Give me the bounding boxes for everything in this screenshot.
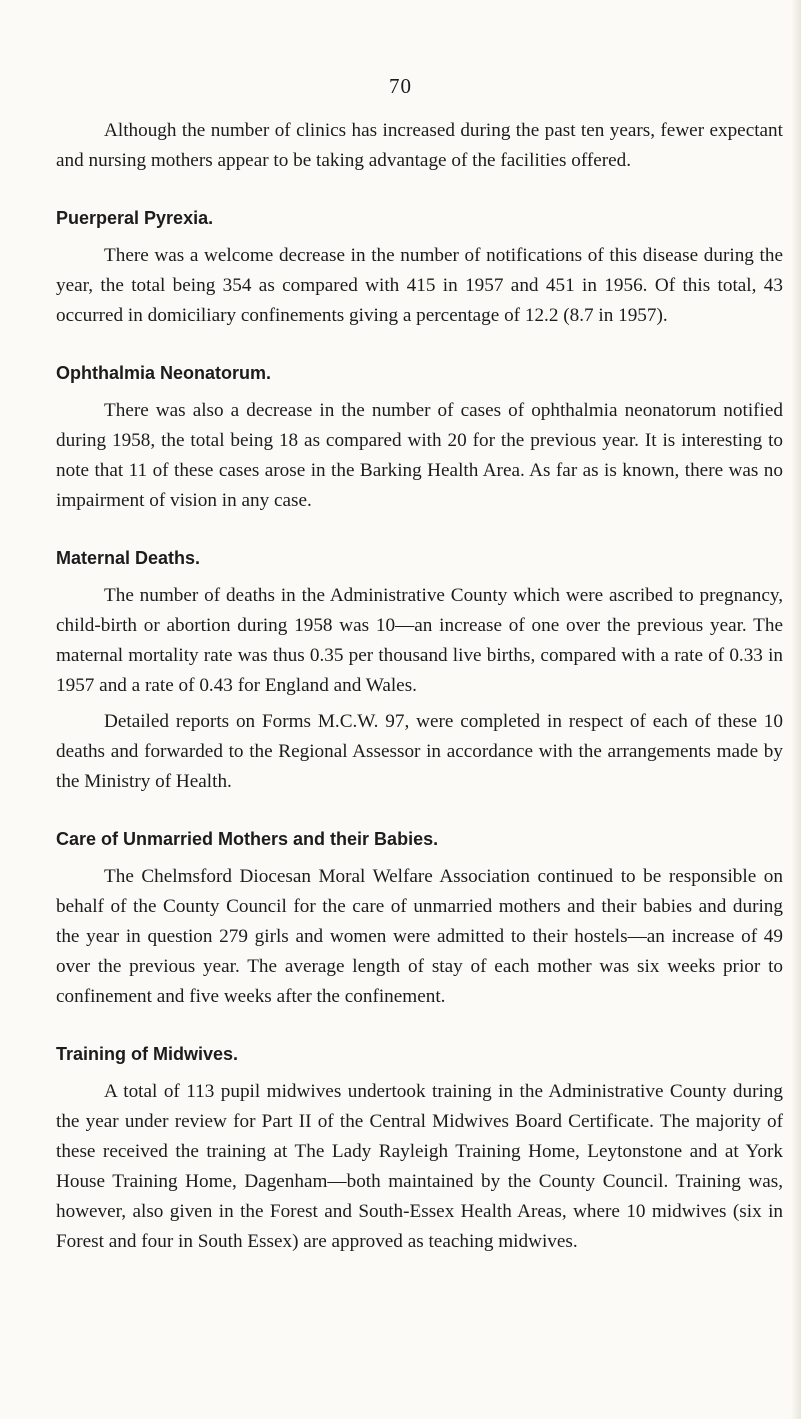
heading-maternal-deaths: Maternal Deaths. (56, 548, 201, 568)
paragraph-puerperal-pyrexia: There was a welcome decrease in the number of notifications of this disease during the year, the total being 354 as compared with 415 in 1957 and 451 in 1956. Of this total, 43 occurred in domiciliary confinements giving a percentage of 12.2 (8.7 in 1957). (56, 245, 783, 326)
section-maternal-deaths (56, 543, 783, 797)
heading-ophthalmia-neonatorum: Ophthalmia Neonatorum. (56, 363, 272, 383)
paragraph-maternal-deaths: The number of deaths in the Administrative County which were ascribed to pregnancy, child-birth or abortion during 1958 was 10—an increase of one over the previous year. The maternal mortality rate was thus 0.35 per thousand live births, compared with a rate of 0.33 in 1957 and a rate of 0.43 for England and Wales. (56, 585, 783, 696)
section-clinics-intro (56, 116, 783, 176)
paragraph-clinics: Although the number of clinics has increased during the past ten years, fewer expectant and nursing mothers appear to be taking advantage of the facilities offered. (56, 120, 783, 171)
paragraph-training-midwives: A total of 113 pupil midwives undertook training in the Administrative County during the year under review for Part II of the Central Midwives Board Certificate. The majority of these received the training at The Lady Rayleigh Training Home, Leytonstone and at York House Training Home, Dagenham—both maintained by the County Council. Training was, however, also given in the Forest and South-Essex Health Areas, where 10 midwives (six in Forest and four in South Essex) are approved as teaching midwives. (56, 1081, 783, 1252)
paragraph-ophthalmia-neonatorum: There was also a decrease in the number of cases of ophthalmia neonatorum notified during 1958, the total being 18 as compared with 20 for the previous year. It is interesting to note that 11 of these cases arose in the Barking Health Area. As far as is known, there was no impairment of vision in any case. (56, 400, 783, 511)
paragraph-maternal-deaths-reports: Detailed reports on Forms M.C.W. 97, were completed in respect of each of these 10 deaths and forwarded to the Regional Assessor in accordance with the arrangements made by the Ministry of Health. (56, 711, 783, 792)
section-unmarried-mothers (56, 824, 783, 1012)
heading-training-midwives: Training of Midwives. (56, 1044, 239, 1064)
section-training-midwives (56, 1039, 783, 1257)
heading-unmarried-mothers: Care of Unmarried Mothers and their Babies. (56, 829, 439, 849)
section-ophthalmia-neonatorum (56, 358, 783, 516)
page-number: 70 (389, 74, 412, 98)
heading-puerperal-pyrexia: Puerperal Pyrexia. (56, 208, 214, 228)
page-edge-shadow (791, 0, 801, 1419)
document-body (56, 116, 783, 1257)
paragraph-unmarried-mothers: The Chelmsford Diocesan Moral Welfare Association continued to be responsible on behalf of the County Council for the care of unmarried mothers and their babies and during the year in question 279 girls and women were admitted to their hostels—an increase of 49 over the previous year. The average length of stay of each mother was six weeks prior to confinement and five weeks after the confinement. (56, 866, 783, 1007)
section-puerperal-pyrexia (56, 203, 783, 331)
